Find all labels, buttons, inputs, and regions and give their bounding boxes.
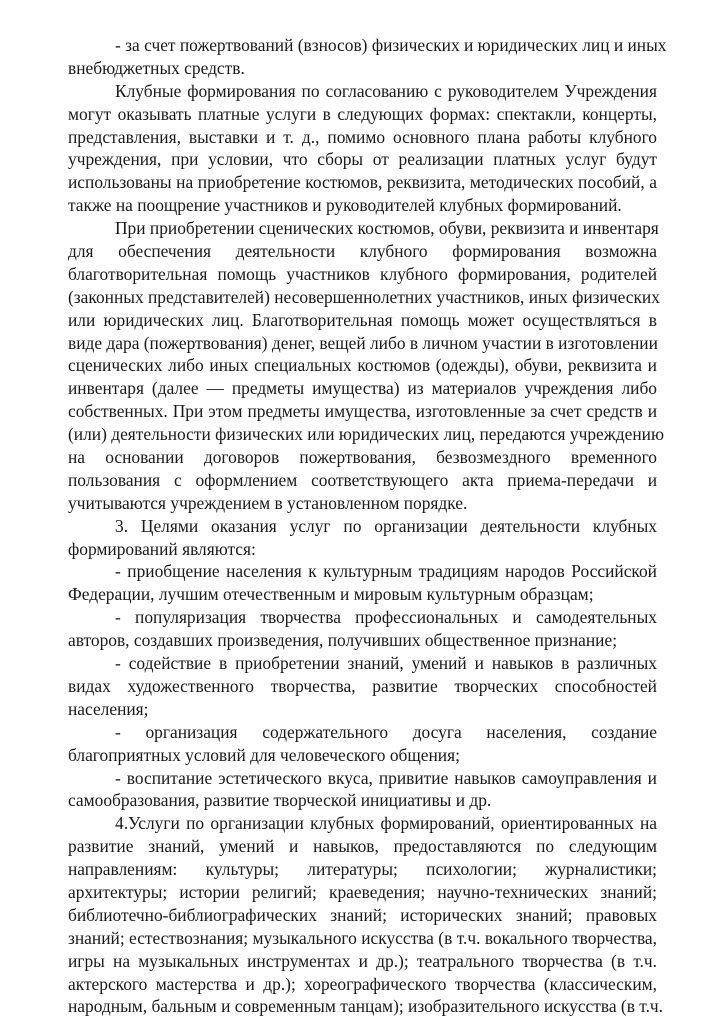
text-line: авторов, создавших произведения, получивших общественное признание; [68, 630, 618, 651]
text-line: благотворительная помощь участников клубного формирования, родителей [68, 263, 657, 284]
text-line: для обеспечения деятельности клубного формирования возможна [68, 241, 657, 262]
text-line: могут оказывать платные услуги в следующих формах: спектакли, концерты, [68, 103, 657, 124]
text-line: самообразования, развитие творческой инициативы и др. [68, 790, 492, 811]
text-line: направлениям: культуры; литературы; психологии; журналистики; [68, 859, 657, 880]
text-line: собственных. При этом предметы имущества, изготовленные за счет средств и [68, 401, 657, 422]
text-line: 4.Услуги по организации клубных формирований, ориентированных на [115, 813, 657, 834]
text-line: благоприятных условий для человеческого общения; [68, 744, 460, 765]
text-line: архитектуры; истории религий; краеведения; научно-технических знаний; [68, 881, 657, 902]
text-line: библиотечно-библиографических знаний; исторических знаний; правовых [68, 904, 657, 925]
text-line: народным, бальным и современным танцам); изобразительного искусства (в т.ч. [68, 996, 664, 1017]
text-line: видах художественного творчества, развитие творческих способностей [68, 675, 657, 696]
text-line: внебюджетных средств. [68, 57, 245, 78]
text-line: развитие знаний, умений и навыков, предоставляются по следующим [68, 836, 657, 857]
text-line: 3. Целями оказания услуг по организации деятельности клубных [115, 515, 657, 536]
text-line: Федерации, лучшим отечественным и мировым культурным образцам; [68, 584, 594, 605]
text-line: При приобретении сценических костюмов, обуви, реквизита и инвентаря [115, 218, 659, 239]
text-line: - за счет пожертвований (взносов) физических и юридических лиц и иных [115, 35, 667, 55]
text-line: населения; [68, 698, 149, 719]
text-line: или юридических лиц. Благотворительная помощь может осуществляться в [68, 309, 657, 330]
document-page [68, 34, 667, 1018]
text-line: - популяризация творчества профессиональных и самодеятельных [115, 607, 657, 628]
text-line: Клубные формирования по согласованию с руководителем Учреждения [115, 80, 657, 101]
text-line: игры на музыкальных инструментах и др.); театрального творчества (в т.ч. [68, 950, 657, 971]
text-line: - содействие в приобретении знаний, умений и навыков в различных [115, 653, 657, 674]
text-line: актерского мастерства и др.); хореографического творчества (классическим, [68, 973, 657, 994]
text-line: формирований являются: [68, 538, 256, 559]
text-line: знаний; естествознания; музыкального искусства (в т.ч. вокального творчества, [68, 927, 657, 948]
text-line: пользования с оформлением соответствующего акта приема-передачи и [68, 469, 657, 490]
text-line: - воспитание эстетического вкуса, привитие навыков самоуправления и [115, 767, 657, 788]
text-line: виде дара (пожертвования) денег, вещей либо в личном участии в изготовлении [68, 332, 658, 353]
text-line: учреждения, при условии, что сборы от реализации платных услуг будут [68, 149, 657, 170]
text-line: (или) деятельности физических или юридических лиц, передаются учреждению [68, 424, 664, 445]
text-line: - приобщение населения к культурным традициям народов Российской [115, 561, 657, 582]
text-line: инвентаря (далее — предметы имущества) из материалов учреждения либо [68, 378, 657, 399]
text-line: использованы на приобретение костюмов, реквизита, методических пособий, а [68, 172, 657, 193]
text-line: (законных представителей) несовершеннолетних участников, иных физических [68, 286, 660, 307]
text-line: также на поощрение участников и руководителей клубных формирований. [68, 195, 622, 216]
text-line: - организация содержательного досуга населения, создание [115, 721, 657, 742]
text-line: сценических либо иных специальных костюмов (одежды), обуви, реквизита и [68, 355, 657, 376]
text-line: представления, выставки и т. д., помимо основного плана работы клубного [68, 126, 657, 147]
text-line: на основании договоров пожертвования, безвозмездного временного [68, 447, 657, 468]
text-line: учитываются учреждением в установленном порядке. [68, 492, 468, 513]
